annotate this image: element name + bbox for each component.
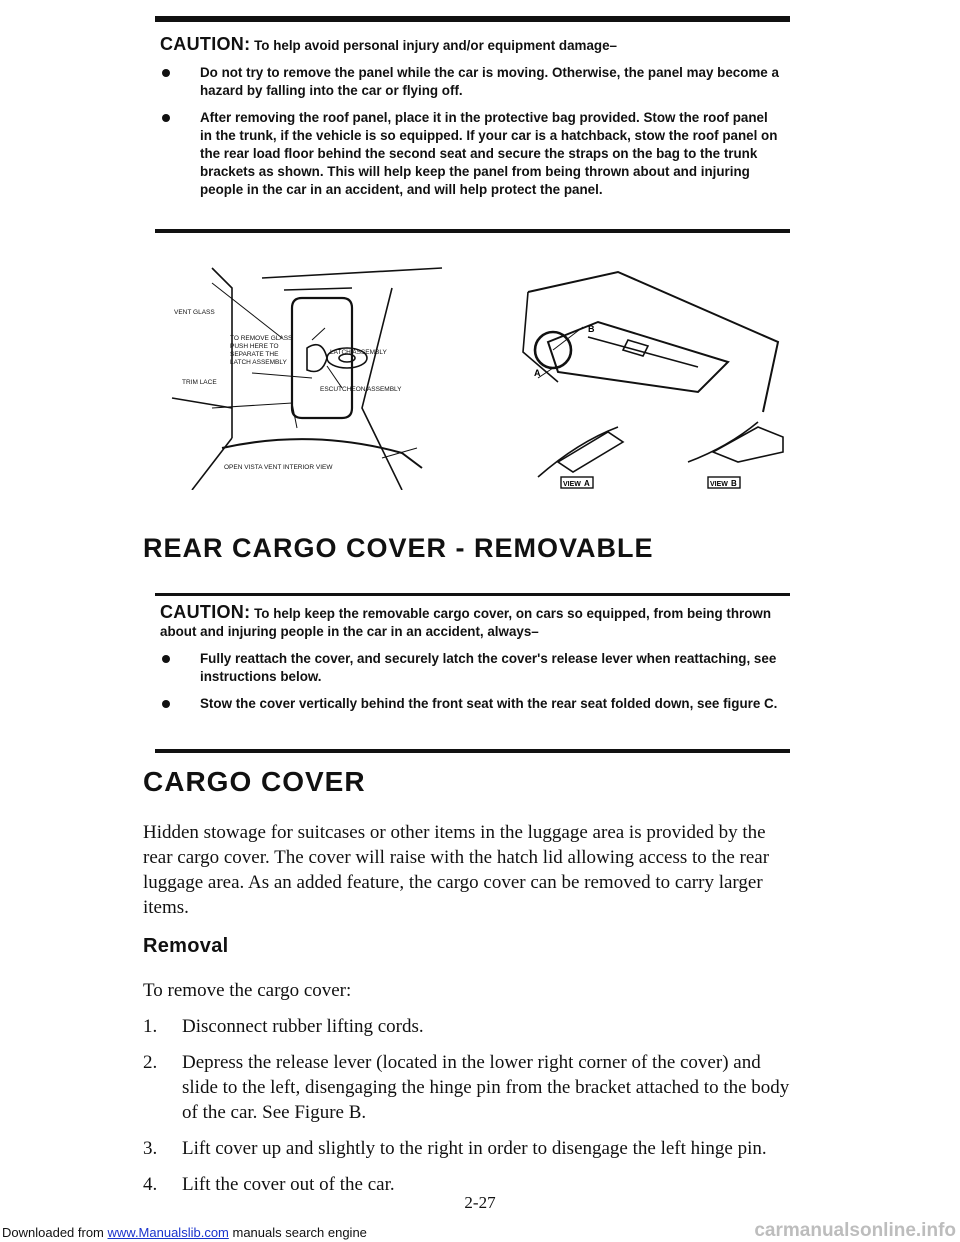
view-a-tag	[561, 477, 593, 488]
bullet-icon	[162, 655, 170, 663]
svg-text:SEPARATE THE: SEPARATE THE	[230, 351, 279, 358]
svg-text:VIEW: VIEW	[563, 481, 581, 488]
list-item: 4. Lift the cover out of the car.	[143, 1174, 395, 1195]
figure-caption: OPEN VISTA VENT INTERIOR VIEW	[224, 464, 333, 471]
vent-interior-figure	[152, 258, 482, 490]
footer	[0, 1220, 960, 1242]
manualslib-link[interactable]: www.Manualslib.com	[107, 1225, 229, 1240]
caution-bullet: Stow the cover vertically behind the front seat with the rear seat folded down, see figure C.	[160, 695, 782, 713]
svg-text:A: A	[584, 479, 590, 488]
label-escutcheon: ESCUTCHEON ASSEMBLY	[320, 386, 402, 393]
svg-text:VIEW: VIEW	[710, 481, 728, 488]
top-rule	[155, 16, 790, 22]
callout-b: B	[588, 324, 595, 334]
label-trim-lace: TRIM LACE	[182, 379, 217, 386]
caution-intro: CAUTION: To help keep the removable cargo cover, on cars so equipped, from being thrown about and injuring people in the car in an accident, always–	[160, 602, 772, 639]
svg-text:B: B	[731, 479, 737, 488]
caution-label: CAUTION:	[160, 602, 251, 622]
list-item: 2. Depress the release lever (located in the lower right corner of the cover) and slide to the left, disengaging the hinge pin from the bracket attached to the body of the car. See Figure B.	[143, 1052, 790, 1123]
list-item: 3. Lift cover up and slightly to the right in order to disengage the left hinge pin.	[143, 1138, 767, 1159]
callout-a: A	[534, 368, 541, 378]
removal-title: Removal	[143, 935, 229, 957]
label-remove-glass: TO REMOVE GLASS	[230, 335, 293, 342]
rule-above-caution-2	[155, 593, 790, 596]
page-number: 2-27	[464, 1193, 496, 1212]
removal-steps	[143, 1003, 793, 1197]
section-title-rear-cargo-cover: REAR CARGO COVER - REMOVABLE	[143, 533, 654, 563]
hatchback-storage-figure	[498, 262, 788, 492]
bullet-icon	[162, 114, 170, 122]
list-item: 1. Disconnect rubber lifting cords.	[143, 1016, 424, 1037]
label-vent-glass: VENT GLASS	[174, 309, 215, 316]
watermark: carmanualsonline.info	[754, 1220, 956, 1241]
footer-prefix: Downloaded from	[2, 1225, 108, 1240]
bullet-icon	[162, 700, 170, 708]
removal-intro: To remove the cargo cover:	[143, 980, 352, 1001]
svg-text:PUSH HERE TO: PUSH HERE TO	[230, 343, 279, 350]
section-title-cargo-cover: CARGO COVER	[143, 766, 366, 797]
footer-suffix: manuals search engine	[228, 1225, 367, 1240]
bullet-icon	[162, 69, 170, 77]
rule-under-caution-2	[155, 749, 790, 753]
caution-bullet: After removing the roof panel, place it in the protective bag provided. Stow the roof panel in the trunk, if the vehicle is so equipped. If your car is a hatchback, stow the roof panel on the rear load floor behind the second seat and secure the straps on the bag to the trunk brackets as shown. This will help keep the panel from being thrown about and injuring people in the car in an accident, and will help protect the panel.	[160, 109, 782, 199]
view-b-tag	[708, 477, 740, 488]
caution-bullet: Fully reattach the cover, and securely latch the cover's release lever when reattaching, see instructions below.	[160, 650, 782, 686]
caution-label: CAUTION:	[160, 34, 251, 54]
rule-under-caution	[155, 229, 790, 233]
caution-roof-panel	[160, 35, 782, 199]
caution-bullet: Do not try to remove the panel while the car is moving. Otherwise, the panel may become a hazard by falling into the car or flying off.	[160, 64, 782, 100]
cargo-cover-body: Hidden stowage for suitcases or other items in the luggage area is provided by the rear cargo cover. The cover will raise with the hatch lid allowing access to the rear luggage area. As an added feature, the cargo cover can be removed to carry larger items.	[143, 822, 770, 918]
svg-text:LATCH ASSEMBLY: LATCH ASSEMBLY	[230, 359, 287, 366]
label-latch-assembly: LATCH ASSEMBLY	[330, 349, 387, 356]
caution-intro: CAUTION: To help avoid personal injury and/or equipment damage–	[160, 34, 617, 54]
caution-cargo-cover	[160, 603, 782, 713]
